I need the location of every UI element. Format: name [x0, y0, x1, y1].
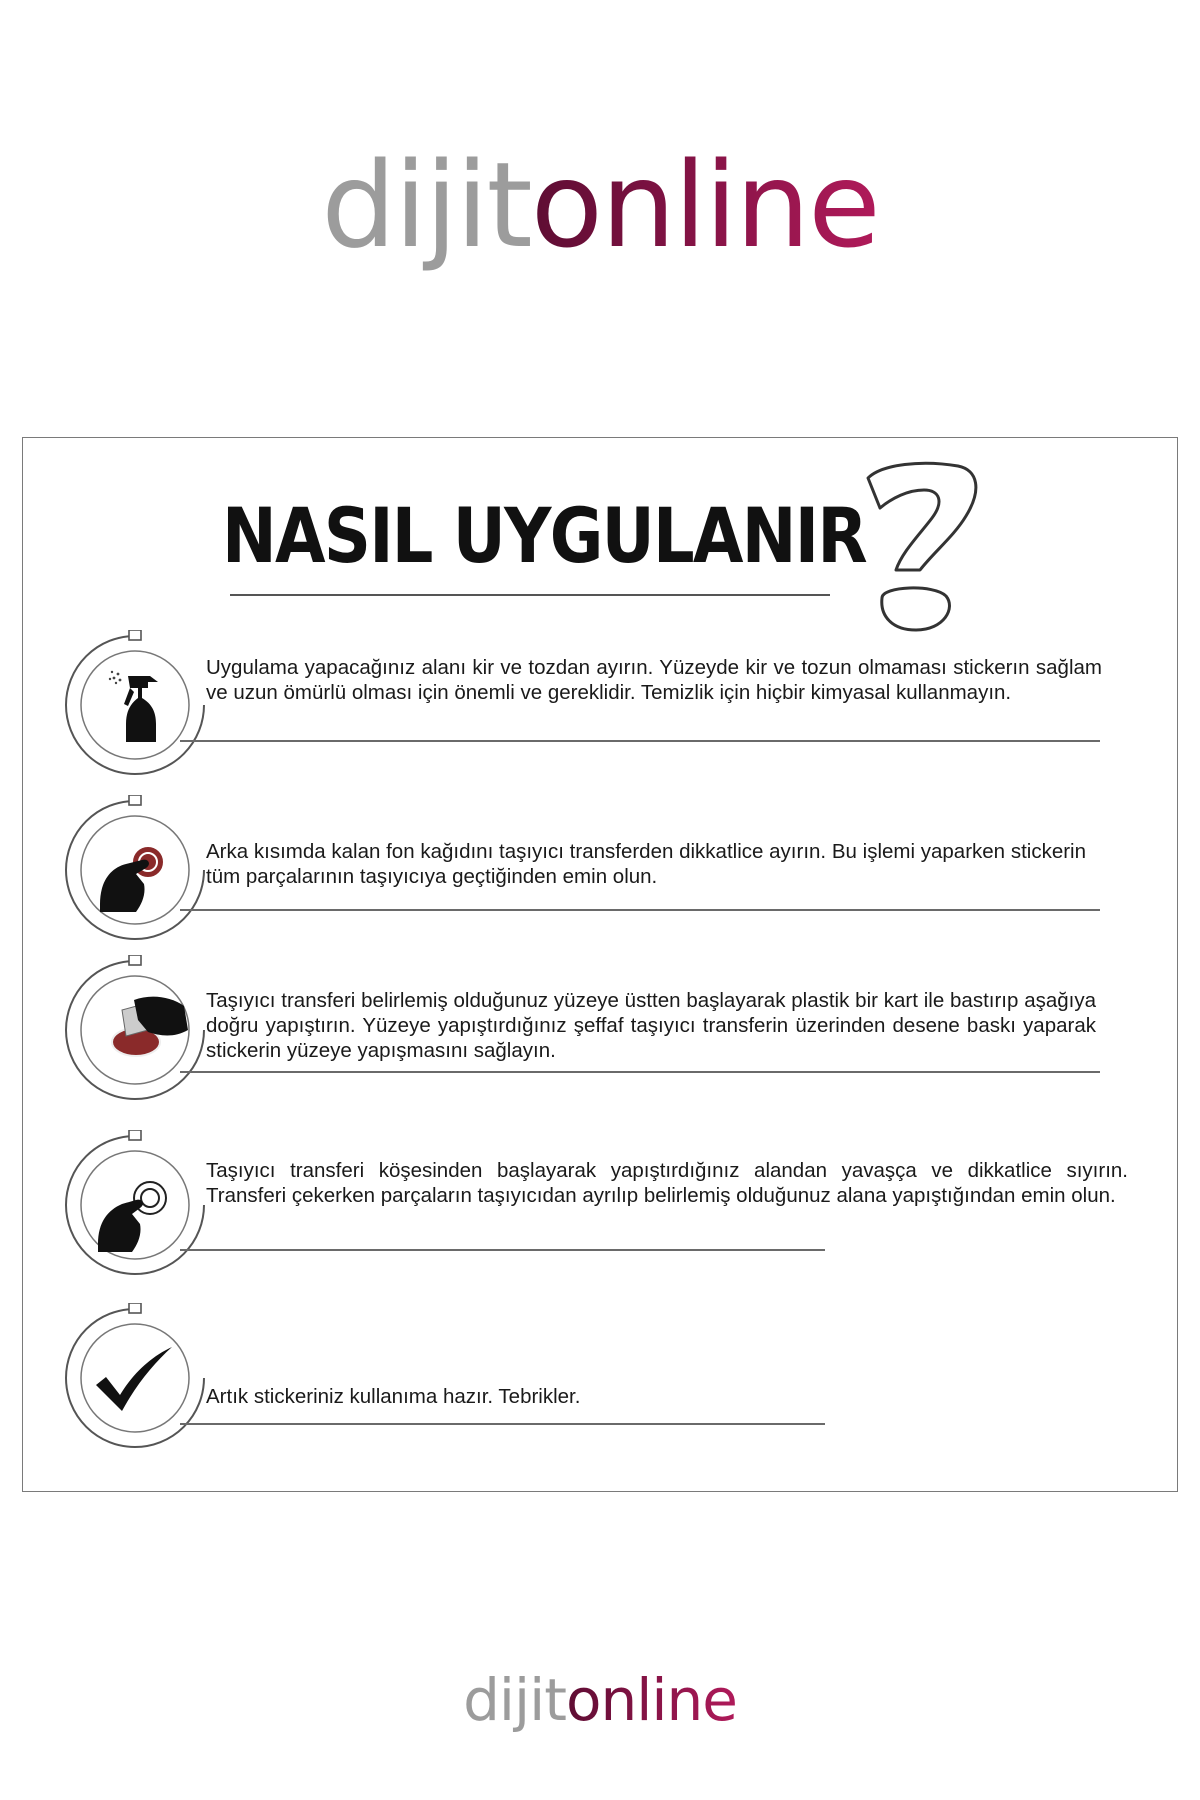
step-1-text: Uygulama yapacağınız alanı kir ve tozdan ayırın. Yüzeyde kir ve tozun olmaması stickerın sağlam ve uzun ömürlü olması için önemli ve gereklidir. Temizlik için hiçbir kimyasal kullanmayın. [206, 656, 1102, 704]
step-3-text: Taşıyıcı transferi belirlemiş olduğunuz yüzeye üstten başlayarak plastik bir kart ile bastırıp aşağıya doğru yapıştırın. Yüzeye yapıştırdığınız şeffaf taşıyıcı transferin üzerinden desene baskı yaparak stickerin yüzeye yapışmasını sağlayın. [206, 989, 1096, 1062]
logo-text-online: online [565, 1666, 737, 1734]
step-3-divider [180, 1071, 1100, 1073]
step-1-divider [180, 740, 1100, 742]
logo-text-dijit: dijit [463, 1666, 566, 1734]
step-2-divider [180, 909, 1100, 911]
brand-logo-top [0, 130, 1200, 280]
logo-text-online: online [530, 136, 879, 274]
step-5-divider [180, 1423, 825, 1425]
step-4-text: Taşıyıcı transferi köşesinden başlayarak yapıştırdığınız alandan yavaşça ve dikkatlice sıyırın. Transferi çekerken parçaların taşıyıcıdan ayrılıp belirlemiş olduğunuz alana yapıştığından emin olun. [206, 1159, 1128, 1207]
question-mark-icon [862, 460, 982, 636]
guide-title: NASIL UYGULANIR [222, 491, 866, 580]
title-divider [230, 594, 830, 596]
peel-backing-icon [96, 834, 180, 918]
step-4-divider [180, 1249, 825, 1251]
press-card-icon [104, 990, 190, 1074]
spray-bottle-icon [100, 666, 170, 746]
step-2-text: Arka kısımda kalan fon kağıdını taşıyıcı transferden dikkatlice ayırın. Bu işlemi yaparken stickerin tüm parçalarının taşıyıcıya geçtiğinden emin olun. [206, 840, 1086, 888]
peel-transfer-icon [94, 1172, 178, 1256]
checkmark-icon [92, 1345, 176, 1415]
step-5-text: Artık stickeriniz kullanıma hazır. Tebrikler. [206, 1385, 581, 1408]
logo-text-dijit: dijit [321, 136, 531, 274]
brand-logo-bottom [0, 1660, 1200, 1740]
